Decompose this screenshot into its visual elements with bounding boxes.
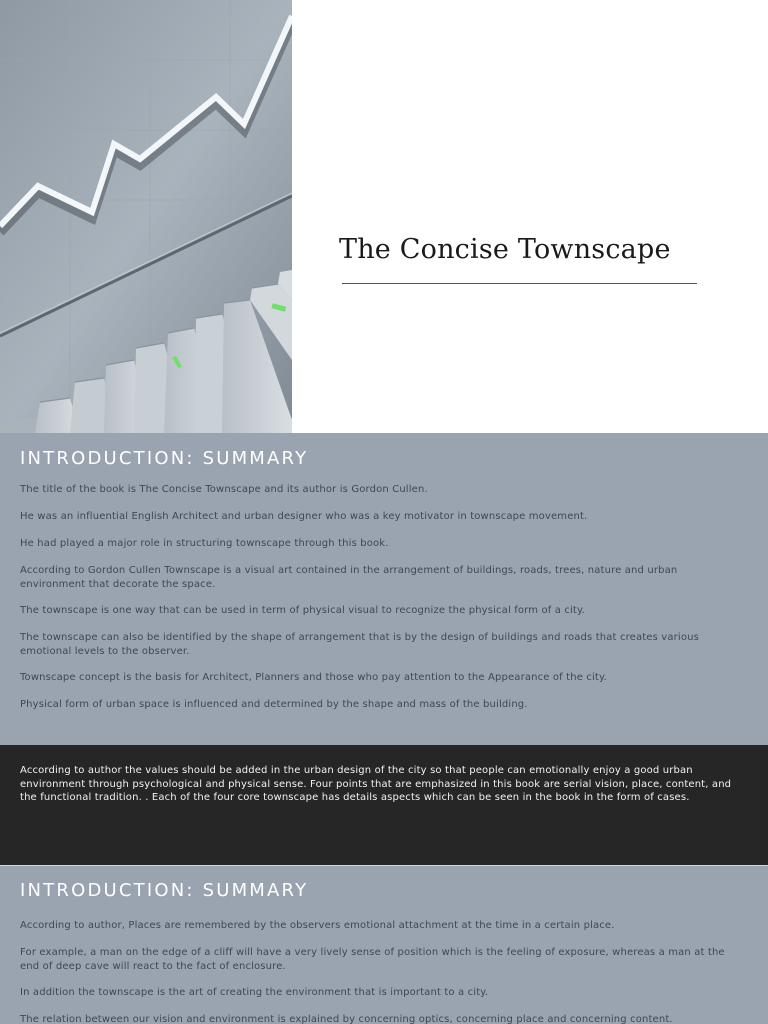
summary-paragraph: Physical form of urban space is influenced and determined by the shape and mass of the building. xyxy=(20,699,528,710)
summary-heading-1: INTRODUCTION: SUMMARY xyxy=(20,448,309,469)
summary-paragraph: The title of the book is The Concise Townscape and its author is Gordon Cullen. xyxy=(20,484,428,495)
summary-paragraph: The relation between our vision and environment is explained by concerning optics, concerning place and concerning content. xyxy=(20,1014,673,1024)
summary-heading-2: INTRODUCTION: SUMMARY xyxy=(20,880,309,901)
summary-paragraph: The townscape is one way that can be used in term of physical visual to recognize the physical form of a city. xyxy=(20,605,585,616)
title-slide xyxy=(0,0,768,433)
summary-paragraph: The townscape can also be identified by the shape of arrangement that is by the design of buildings and roads that creates various emotional levels to the observer. xyxy=(20,632,699,657)
staircase-graph-illustration xyxy=(0,0,292,433)
summary-paragraph: According to author, Places are remembered by the observers emotional attachment at the time in a certain place. xyxy=(20,920,615,931)
summary-paragraph: According to Gordon Cullen Townscape is a visual art contained in the arrangement of buildings, roads, trees, nature and urban environment that decorate the space. xyxy=(20,565,678,590)
summary-slide-1 xyxy=(0,433,768,745)
band-paragraph: According to author the values should be added in the urban design of the city so that people can emotionally enjoy a good urban environment through psychological and physical sense. Four points that are emphasized in this book are serial vision, place, content, and the functional tradition. . Each of the four core townscape has details aspects which can be seen in the book in the form of cases. xyxy=(20,765,732,803)
title-underline xyxy=(342,283,697,284)
summary-paragraph: He was an influential English Architect and urban designer who was a key motivator in townscape movement. xyxy=(20,511,588,522)
summary-paragraph: In addition the townscape is the art of creating the environment that is important to a city. xyxy=(20,987,489,998)
summary-paragraph: He had played a major role in structuring townscape through this book. xyxy=(20,538,389,549)
cover-photo xyxy=(0,0,292,433)
highlight-band xyxy=(0,745,768,865)
summary-paragraph: Townscape concept is the basis for Architect, Planners and those who pay attention to the Appearance of the city. xyxy=(20,672,607,683)
summary-slide-2 xyxy=(0,866,768,1024)
document-title: The Concise Townscape xyxy=(339,234,671,265)
summary-paragraph: For example, a man on the edge of a cliff will have a very lively sense of position which is the feeling of exposure, whereas a man at the end of deep cave will react to the fact of enclosure. xyxy=(20,947,725,972)
